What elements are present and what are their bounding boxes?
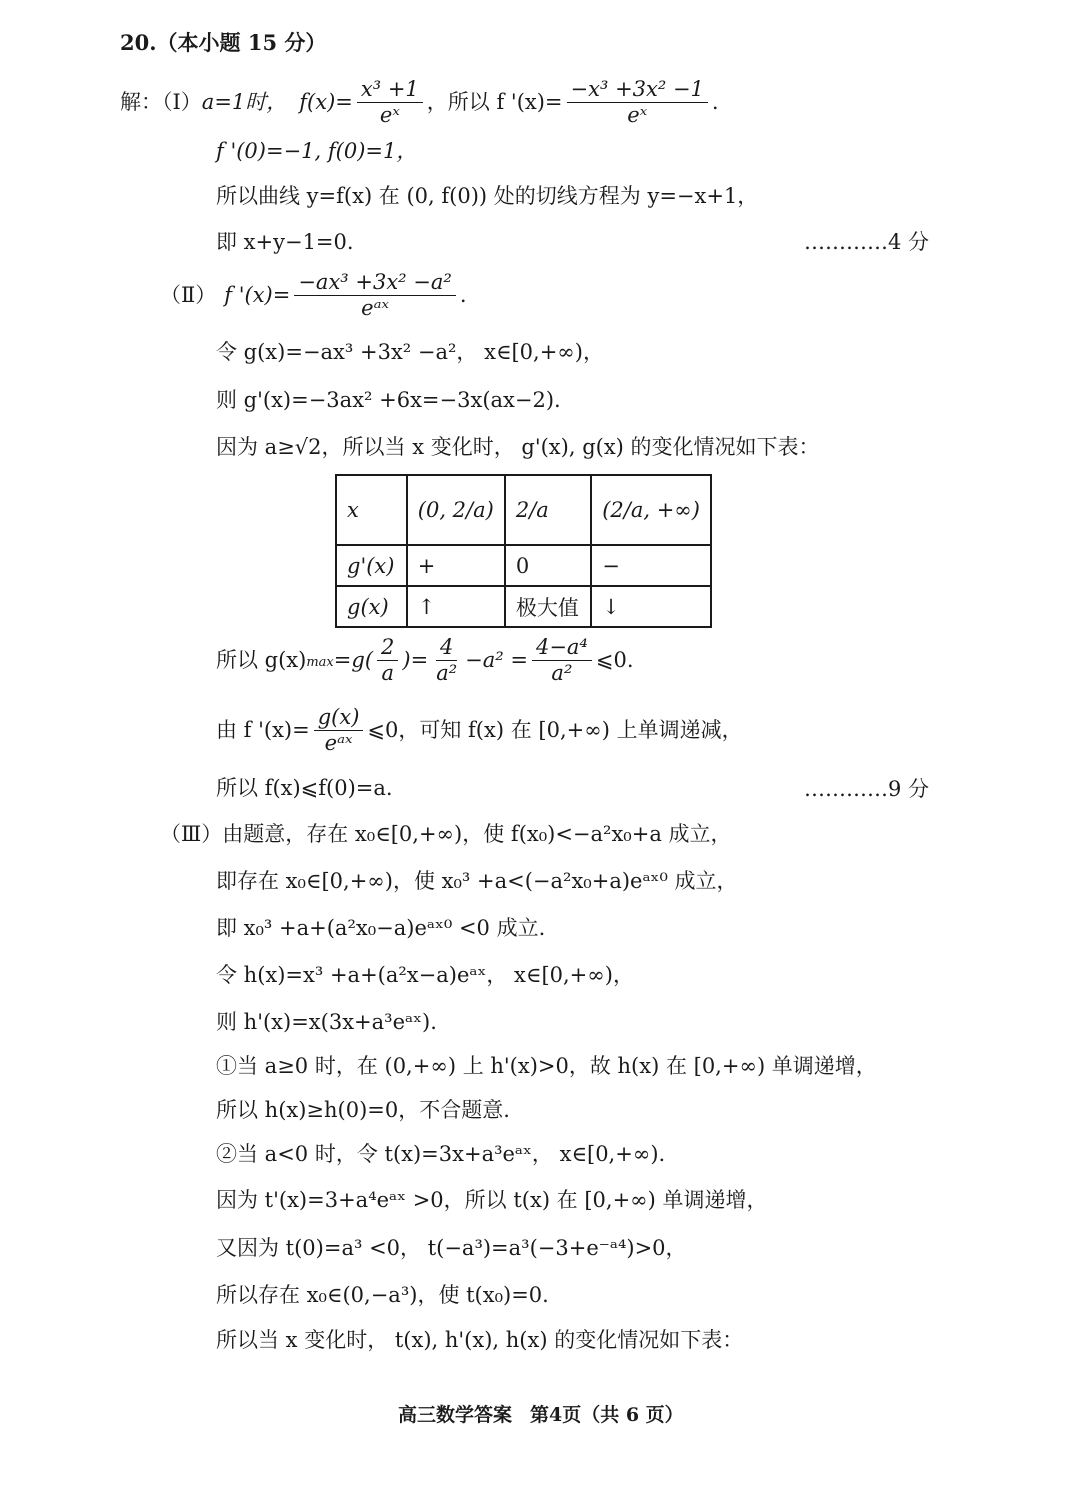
part1-score: …………4 分 bbox=[804, 230, 930, 254]
table-header-cell: x bbox=[336, 475, 407, 545]
part1-function-line bbox=[120, 77, 719, 127]
part1-fp-end: . bbox=[711, 90, 719, 114]
table-cell: + bbox=[407, 545, 505, 586]
footer-subject: 高三数学答案 bbox=[398, 1404, 513, 1426]
part1-fp-fraction bbox=[567, 78, 708, 125]
part1-result-line: 即 x+y−1=0. bbox=[216, 230, 354, 254]
question-title: 20.（本小题 15 分） bbox=[120, 30, 327, 55]
part3-line-9: 因为 t'(x)=3+a⁴eᵃˣ >0，所以 t(x) 在 [0,+∞) 单调递增， bbox=[216, 1188, 768, 1212]
part3-line-1: （Ⅲ）由题意，存在 x₀∈[0,+∞)，使 f(x₀)<−a²x₀+a 成立， bbox=[160, 822, 732, 846]
part2-gmax-line bbox=[216, 635, 634, 685]
table-header-cell: (0, 2/a) bbox=[407, 475, 505, 545]
by-fraction-den: eᵃˣ bbox=[324, 730, 353, 755]
table-cell: ↑ bbox=[407, 586, 505, 627]
gmax-fraction-1-den: a bbox=[381, 660, 394, 685]
part1-condition: a=1时， bbox=[201, 90, 288, 114]
part1-so-text: ，所以 f '(x)= bbox=[426, 90, 563, 114]
part2-fp-end: . bbox=[459, 283, 467, 307]
part1-f-numerator: x³ +1 bbox=[357, 78, 423, 102]
gmax-eq3: −a² = bbox=[465, 648, 528, 672]
part1-f-denominator: eˣ bbox=[379, 102, 400, 127]
gmax-subscript: max bbox=[306, 655, 334, 670]
part3-line-12: 所以当 x 变化时， t(x), h'(x), h(x) 的变化情况如下表： bbox=[216, 1328, 744, 1352]
part1-label: 解：（Ⅰ） bbox=[120, 90, 202, 114]
table-cell: 0 bbox=[505, 545, 591, 586]
table-cell: g(x) bbox=[336, 586, 407, 627]
part3-line-10: 又因为 t(0)=a³ <0， t(−a³)=a³(−3+e⁻ᵃ⁴)>0， bbox=[216, 1236, 687, 1260]
by-fraction bbox=[314, 706, 364, 753]
part2-fp-denominator: eᵃˣ bbox=[361, 295, 389, 320]
table-cell: − bbox=[591, 545, 711, 586]
part3-line-5: 则 h'(x)=x(3x+a³eᵃˣ). bbox=[216, 1010, 437, 1034]
table-header-cell: 2/a bbox=[505, 475, 591, 545]
part2-fp-lhs: f '(x)= bbox=[224, 283, 291, 307]
part2-gprime-definition: 则 g'(x)=−3ax² +6x=−3x(ax−2). bbox=[216, 388, 561, 412]
table-cell: 极大值 bbox=[505, 586, 591, 627]
part3-line-3: 即 x₀³ +a+(a²x₀−a)eᵃˣ⁰ <0 成立. bbox=[216, 916, 546, 940]
part2-g-definition: 令 g(x)=−ax³ +3x² −a²， x∈[0,+∞)， bbox=[216, 340, 604, 364]
table-row bbox=[336, 545, 711, 586]
gmax-fraction-3-num: 4−a⁴ bbox=[532, 636, 592, 660]
part3-line-7: 所以 h(x)≥h(0)=0，不合题意. bbox=[216, 1098, 510, 1122]
footer-page-number: 第4页（共 6 页） bbox=[530, 1404, 684, 1426]
part2-fp-numerator: −ax³ +3x² −a² bbox=[294, 271, 455, 295]
table-header-cell: (2/a, +∞) bbox=[591, 475, 711, 545]
part3-line-8: ②当 a<0 时，令 t(x)=3x+a³eᵃˣ， x∈[0,+∞). bbox=[216, 1142, 666, 1166]
part2-derivative-line bbox=[160, 270, 467, 320]
gmax-fraction-3 bbox=[532, 636, 592, 683]
by-prefix: 由 f '(x)= bbox=[216, 718, 310, 742]
gmax-prefix: 所以 g(x) bbox=[216, 648, 307, 672]
part3-line-11: 所以存在 x₀∈(0,−a³)，使 t(x₀)=0. bbox=[216, 1283, 549, 1307]
part2-fp-fraction bbox=[294, 271, 455, 318]
part2-label: （Ⅱ） bbox=[160, 283, 217, 307]
gmax-fraction-3-den: a² bbox=[551, 660, 573, 685]
gmax-fraction-2-num: 4 bbox=[436, 636, 457, 660]
part2-score: …………9 分 bbox=[804, 777, 930, 801]
table-header-row bbox=[336, 475, 711, 545]
gmax-fraction-1 bbox=[377, 636, 398, 683]
table-row bbox=[336, 586, 711, 627]
by-fraction-num: g(x) bbox=[314, 706, 364, 730]
g-variation-table bbox=[335, 474, 712, 628]
gmax-fraction-2 bbox=[432, 636, 461, 683]
part3-line-6: ①当 a≥0 时，在 (0,+∞) 上 h'(x)>0，故 h(x) 在 [0,+∞) 单调递增， bbox=[216, 1054, 877, 1078]
part1-f-fraction bbox=[357, 78, 423, 125]
part3-line-2: 即存在 x₀∈[0,+∞)，使 x₀³ +a<(−a²x₀+a)eᵃˣ⁰ 成立， bbox=[216, 869, 738, 893]
part1-values-line: f '(0)=−1, f(0)=1， bbox=[216, 139, 418, 163]
table-cell: g'(x) bbox=[336, 545, 407, 586]
table-cell: ↓ bbox=[591, 586, 711, 627]
part1-fp-numerator: −x³ +3x² −1 bbox=[567, 78, 708, 102]
part2-monotone-line bbox=[216, 705, 743, 755]
gmax-eq1: =g( bbox=[333, 648, 374, 672]
gmax-end: ⩽0. bbox=[595, 648, 634, 672]
gmax-fraction-1-num: 2 bbox=[377, 636, 398, 660]
by-suffix: ⩽0，可知 f(x) 在 [0,+∞) 上单调递减， bbox=[367, 718, 743, 742]
part1-f-lhs: f(x)= bbox=[299, 90, 353, 114]
part1-fp-denominator: eˣ bbox=[627, 102, 648, 127]
part2-because-line: 因为 a≥√2，所以当 x 变化时， g'(x), g(x) 的变化情况如下表： bbox=[216, 435, 820, 459]
part3-line-4: 令 h(x)=x³ +a+(a²x−a)eᵃˣ， x∈[0,+∞)， bbox=[216, 963, 634, 987]
gmax-fraction-2-den: a² bbox=[436, 660, 458, 685]
part2-conclusion: 所以 f(x)⩽f(0)=a. bbox=[216, 776, 393, 800]
part1-tangent-line: 所以曲线 y=f(x) 在 (0, f(0)) 处的切线方程为 y=−x+1， bbox=[216, 184, 759, 208]
gmax-eq2: )= bbox=[402, 648, 429, 672]
